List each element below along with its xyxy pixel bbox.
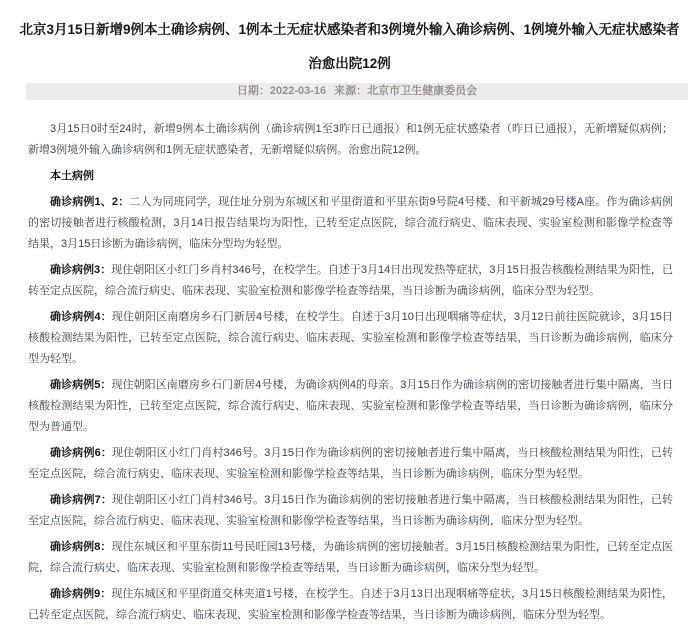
article-title	[10, 0, 689, 72]
article-title-line1: 北京3月15日新增9例本土确诊病例、1例本土无症状感染者和3例境外输入确诊病例、1例境外输入无症状感染者	[19, 22, 680, 37]
date-value: 2022-03-16	[269, 85, 327, 97]
case-label: 确诊病例6：	[50, 447, 113, 459]
case-text: 现住朝阳区南磨房乡石门新居4号楼，为确诊病例4的母亲。3月15日作为确诊病例的密切接触者进行集中隔离，当日核酸检测结果为阳性，已转至定点医院，综合流行病史、临床表现、实验室检测和影像学检查等结果，当日诊断为确诊病例，临床分型为普通型。	[28, 379, 673, 433]
case-paragraph	[28, 537, 673, 579]
case-text: 现住朝阳区南磨房乡石门新居4号楼，在校学生。自述于3月10日出现咽痛等症状，3月12日前往医院就诊，3月15日核酸检测结果为阳性，已转至定点医院，综合流行病史、临床表现、实验室检测和影像学检查等结果，当日诊断为确诊病例，临床分型为轻型。	[28, 311, 673, 365]
case-label: 确诊病例5：	[50, 379, 112, 391]
case-text: 现住朝阳区小红门肖村346号。3月15日作为确诊病例的密切接触者进行集中隔离，当日核酸检测结果为阳性，已转至定点医院，综合流行病史、临床表现、实验室检测和影像学检查等结果，当日诊断为确诊病例，临床分型为轻型。	[28, 494, 673, 527]
case-label: 确诊病例1、2：	[50, 196, 130, 208]
date-label: 日期：	[236, 85, 270, 97]
source-value: 北京市卫生健康委员会	[367, 85, 478, 97]
case-text: 现住东城区和平里街道交林夹道1号楼，在校学生。自述于3月13日出现咽痛等症状，3月15日核酸检测结果为阳性，已转至定点医院，综合流行病史、临床表现、实验室检测和影像学检查等结果，当日诊断为确诊病例，临床分型为轻型。	[28, 588, 673, 621]
meta-bar	[26, 83, 688, 100]
case-text: 现住东城区和平里东街11号民旺园13号楼，为确诊病例的密切接触者。3月15日核酸检测结果为阳性，已转至定点医院，综合流行病史、临床表现、实验室检测和影像学检查等结果，当日诊断为确诊病例，临床分型为轻型。	[28, 541, 673, 574]
case-paragraph	[28, 443, 673, 485]
intro-paragraph: 3月15日0时至24时，新增9例本土确诊病例（确诊病例1至3昨日已通报）和1例无症状感染者（昨日已通报），无新增疑似病例；新增3例境外输入确诊病例和1例无症状感染者，无新增疑似病例。治愈出院12例。	[28, 123, 673, 156]
case-label: 确诊病例8：	[50, 541, 112, 553]
source-label: 来源：	[334, 85, 368, 97]
article-title-line2: 治愈出院12例	[308, 56, 391, 71]
case-label: 确诊病例3：	[50, 264, 112, 276]
article-body	[0, 100, 699, 626]
case-label: 确诊病例9：	[50, 588, 112, 600]
case-paragraph	[28, 307, 673, 370]
case-paragraph	[28, 375, 673, 438]
case-paragraph	[28, 260, 673, 302]
case-label: 确诊病例7：	[50, 494, 113, 506]
case-paragraph	[28, 192, 673, 255]
case-paragraph	[28, 490, 673, 532]
section-header-local-cases: 本土病例	[50, 170, 94, 182]
case-label: 确诊病例4：	[50, 311, 112, 323]
case-paragraph	[28, 584, 673, 626]
case-text: 现住朝阳区小红门肖村346号。3月15日作为确诊病例的密切接触者进行集中隔离，当日核酸检测结果为阳性，已转至定点医院，综合流行病史、临床表现、实验室检测和影像学检查等结果，当日诊断为确诊病例，临床分型为轻型。	[28, 447, 673, 480]
case-list	[28, 192, 673, 626]
case-text: 二人为同班同学，现住址分别为东城区和平里街道和平里东街9号院4号楼、和平新城29号楼A座。作为确诊病例的密切接触者进行核酸检测，3月14日报告结果均为阳性，已转至定点医院，综合流行病史、临床表现、实验室检测和影像学检查等结果，3月15日诊断为确诊病例，临床分型均为轻型。	[28, 196, 673, 250]
case-text: 现住朝阳区小红门乡肖村346号，在校学生。自述于3月14日出现发热等症状，3月15日报告核酸检测结果为阳性，已转至定点医院，综合流行病史、临床表现、实验室检测和影像学检查等结果，当日诊断为确诊病例，临床分型为轻型。	[28, 264, 673, 297]
